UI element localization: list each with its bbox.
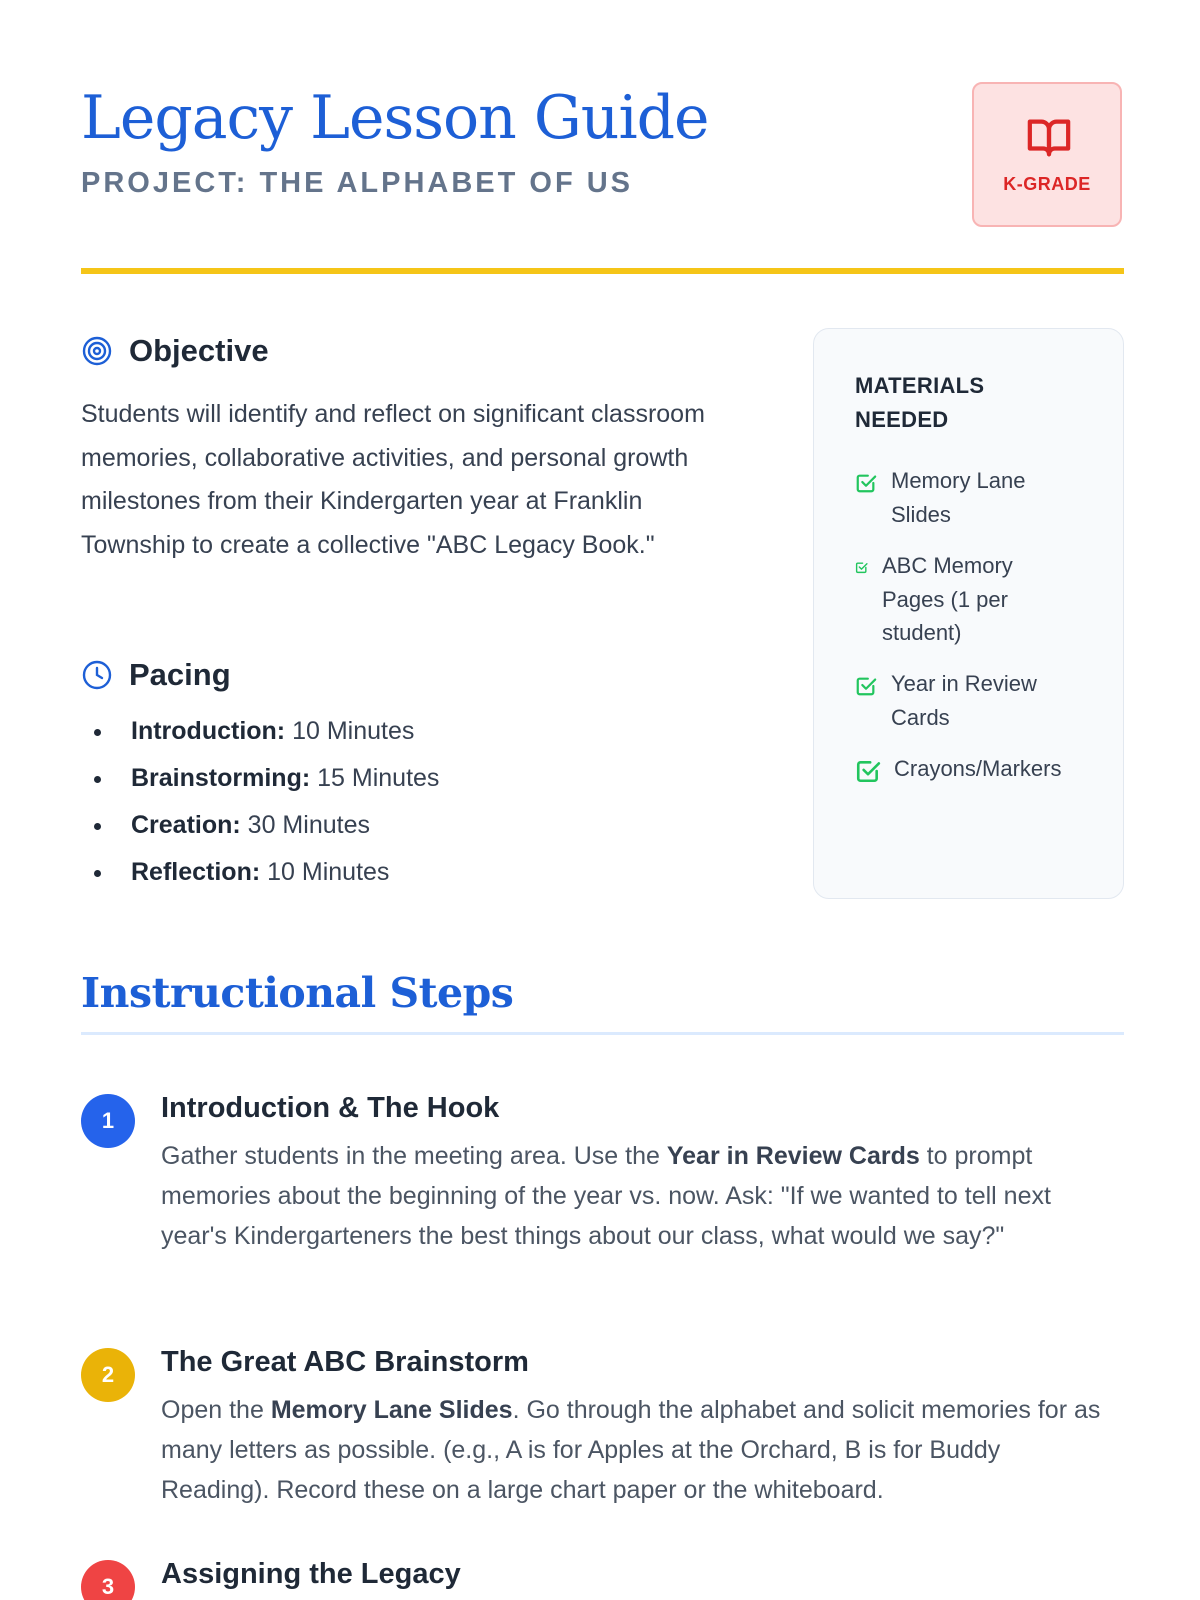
step-desc-bold: Year in Review Cards [666, 1142, 920, 1170]
list-item [81, 857, 439, 904]
list-item [855, 667, 1061, 734]
checkbox-checked-icon [855, 472, 877, 494]
materials-heading: MATERIALS NEEDED [855, 373, 985, 432]
steps-divider [81, 1032, 1124, 1035]
material-label: ABC Memory Pages (1 per student) [882, 553, 1013, 645]
checkbox-checked-icon [855, 758, 881, 784]
pacing-value: 10 Minutes [260, 858, 390, 886]
pacing-value: 15 Minutes [310, 764, 440, 792]
step-number-badge: 2 [81, 1348, 135, 1402]
page-subtitle: PROJECT: THE ALPHABET OF US [81, 167, 634, 199]
book-open-icon [1024, 114, 1074, 160]
step-desc-text: to prompt memories about the beginning of the year vs. now. Ask: "If we wanted to tell next year's Kindergarteners the best things about our class, what would we say?" [161, 1142, 1051, 1250]
materials-card [813, 328, 1124, 899]
checkbox-checked-icon [855, 675, 877, 697]
step-title: Introduction & The Hook [161, 1092, 500, 1124]
step-description [161, 1136, 1101, 1256]
grade-label: K-GRADE [1003, 174, 1091, 194]
list-item [81, 810, 439, 857]
step-desc-bold: Memory Lane Slides [270, 1396, 513, 1424]
pacing-label: Introduction: [131, 717, 286, 745]
pacing-heading-label: Pacing [129, 657, 231, 692]
step-number-badge: 1 [81, 1094, 135, 1148]
pacing-list [81, 716, 439, 904]
steps-heading: Instructional Steps [81, 969, 514, 1017]
lesson-guide-page [81, 0, 1124, 1600]
material-label: Memory Lane Slides [891, 468, 1026, 527]
step-description [161, 1390, 1101, 1510]
header-divider [81, 268, 1124, 274]
pacing-label: Brainstorming: [131, 764, 311, 792]
list-item [855, 752, 1094, 786]
pacing-label: Reflection: [131, 858, 261, 886]
material-label: Year in Review Cards [891, 671, 1037, 730]
clock-icon [81, 659, 113, 691]
objective-heading [81, 333, 269, 369]
pacing-value: 10 Minutes [285, 717, 415, 745]
step-desc-text: Open the [161, 1396, 271, 1424]
objective-text: Students will identify and reflect on significant classroom memories, collaborative activities, and personal growth milestones from their Kindergarten year at Franklin Township to create a collective "ABC Legacy Book." [81, 400, 705, 559]
list-item [81, 716, 439, 763]
step-number-badge: 3 [81, 1560, 135, 1600]
pacing-heading [81, 657, 231, 693]
step-desc-text: Gather students in the meeting area. Use the [161, 1142, 667, 1170]
material-label: Crayons/Markers [894, 756, 1062, 781]
list-item [855, 464, 1061, 531]
list-item [81, 763, 439, 810]
header [81, 82, 1124, 227]
list-item [855, 549, 1052, 650]
checkbox-checked-icon [855, 561, 868, 574]
grade-badge [972, 82, 1122, 227]
step-title: The Great ABC Brainstorm [161, 1346, 529, 1378]
page-title: Legacy Lesson Guide [81, 83, 709, 153]
step-title: Assigning the Legacy [161, 1558, 461, 1590]
objective-heading-label: Objective [129, 333, 269, 368]
pacing-value: 30 Minutes [240, 811, 370, 839]
target-icon [81, 335, 113, 367]
step-desc-text: . Go through the alphabet and solicit memories for as many letters as possible. (e.g., A is for Apples at the Orchard, B is for Buddy Reading). Record these on a large chart paper or the whiteboard. [161, 1396, 1101, 1504]
pacing-label: Creation: [131, 811, 241, 839]
